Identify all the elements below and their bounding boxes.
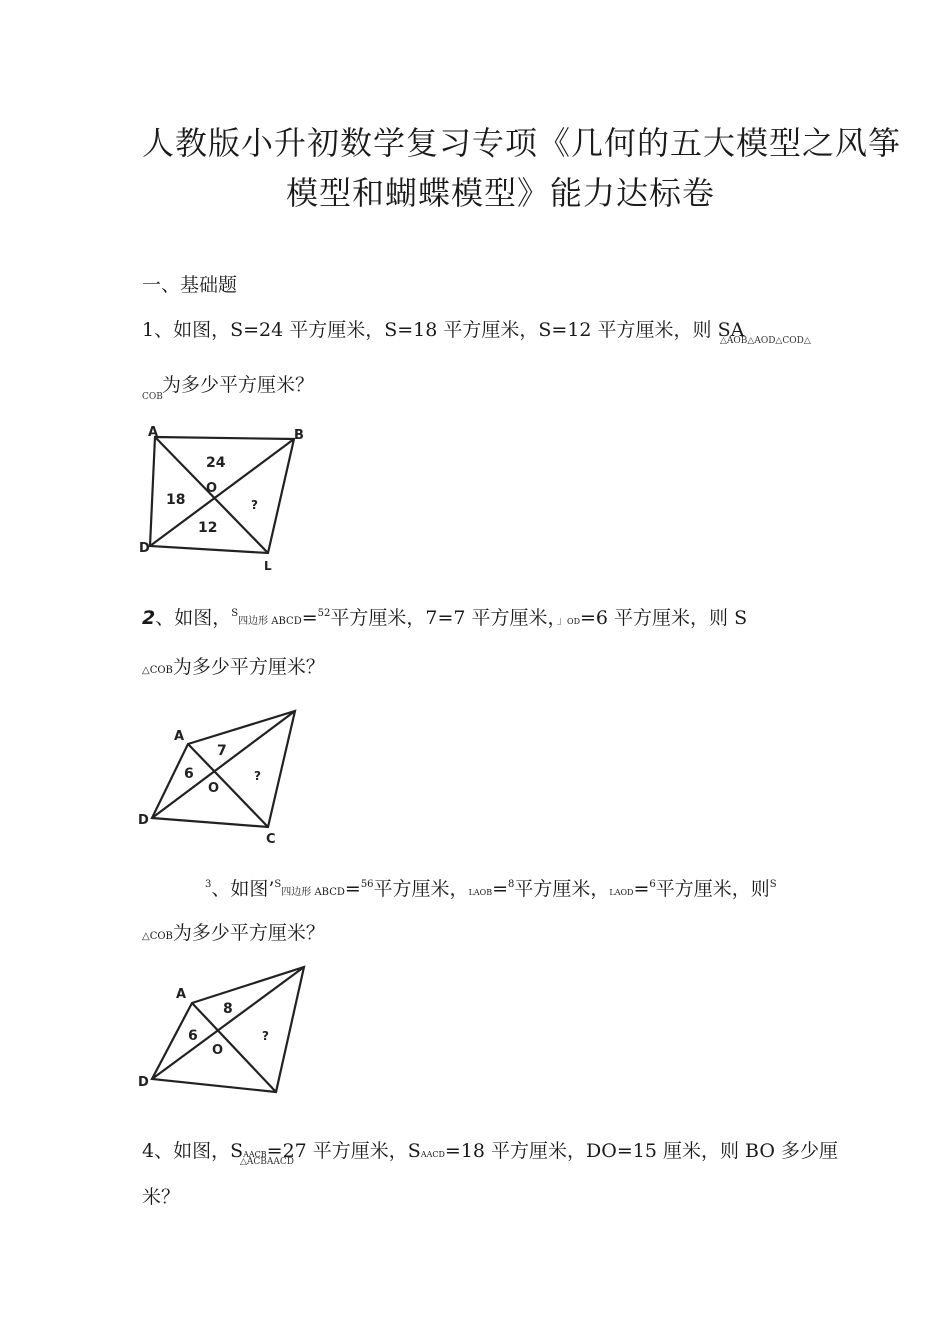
q2-area-top: 7: [217, 743, 227, 759]
q2-label-o: O: [208, 781, 220, 796]
section-heading: 一、基础题: [142, 274, 238, 296]
q2-text: 2、如图，$^S$四边形 ABCD=$^{52}$平方厘米，7=7 平方厘米，」OD=6 平方厘米，则 S: [142, 607, 748, 629]
q3-diagonal-ac: [192, 1003, 276, 1092]
q1-subscripts: △AOB△AOD△COD△: [720, 336, 811, 346]
q2-label-d: D: [138, 813, 149, 828]
q1-figure: [132, 422, 322, 574]
q4-text: 4、如图，SAACB=27 平方厘米，SAACD=18 平方厘米，DO=15 厘米，则 BO 多少厘: [142, 1140, 838, 1162]
q1-label-b: B: [294, 428, 304, 443]
doc-title-line1: 人教版小升初数学复习专项《几何的五大模型之风筝: [142, 124, 902, 162]
q3-figure: [132, 958, 322, 1098]
q2-area-unknown: ?: [254, 769, 261, 783]
q3-diagonal-bd: [152, 967, 304, 1079]
q1-label-o: O: [206, 481, 218, 496]
q1-label-d: D: [139, 541, 150, 556]
q4-text-line2: 米？: [142, 1186, 181, 1208]
q2-text-line2: △COB为多少平方厘米？: [142, 656, 325, 678]
q2-area-left: 6: [184, 766, 194, 782]
q1-area-bottom: 12: [198, 520, 218, 536]
q2-figure: [132, 700, 322, 850]
q3-text-line2: △COB为多少平方厘米？: [142, 922, 325, 944]
q1-area-unknown: ?: [251, 498, 258, 512]
q3-area-unknown: ?: [262, 1029, 269, 1043]
q3-text: $^3$、如图’$^S$四边形 ABCD=$^{56}$平方厘米，LAOB=$^8$平方厘米，LAOD=$^6$平方厘米，则$^S$: [205, 878, 777, 900]
q1-label-a: A: [148, 425, 159, 440]
q3-quadrilateral: [152, 967, 304, 1092]
q3-area-left: 6: [188, 1028, 198, 1044]
q2-diagonal-ac: [188, 744, 268, 827]
q1-subscript-cob: COB: [142, 392, 163, 402]
q2-label-a: A: [174, 729, 185, 744]
q1-area-top: 24: [206, 455, 226, 471]
q2-number: 2: [142, 607, 156, 629]
q2-label-c: C: [266, 832, 276, 847]
doc-title-line2: 模型和蝴蝶模型》能力达标卷: [286, 174, 716, 212]
q1-area-left: 18: [166, 492, 186, 508]
q1-text: 1、如图，S=24 平方厘米，S=18 平方厘米，S=12 平方厘米，则 SA: [142, 319, 745, 341]
q3-label-o: O: [212, 1043, 224, 1058]
q4-subscripts: △ACBAACD: [240, 1157, 295, 1167]
q1-text-line2: 为多少平方厘米？: [162, 374, 315, 396]
q1-label-c: L: [264, 559, 272, 573]
q3-label-d: D: [138, 1075, 149, 1090]
q3-label-a: A: [176, 987, 187, 1002]
q3-area-top: 8: [223, 1001, 233, 1017]
